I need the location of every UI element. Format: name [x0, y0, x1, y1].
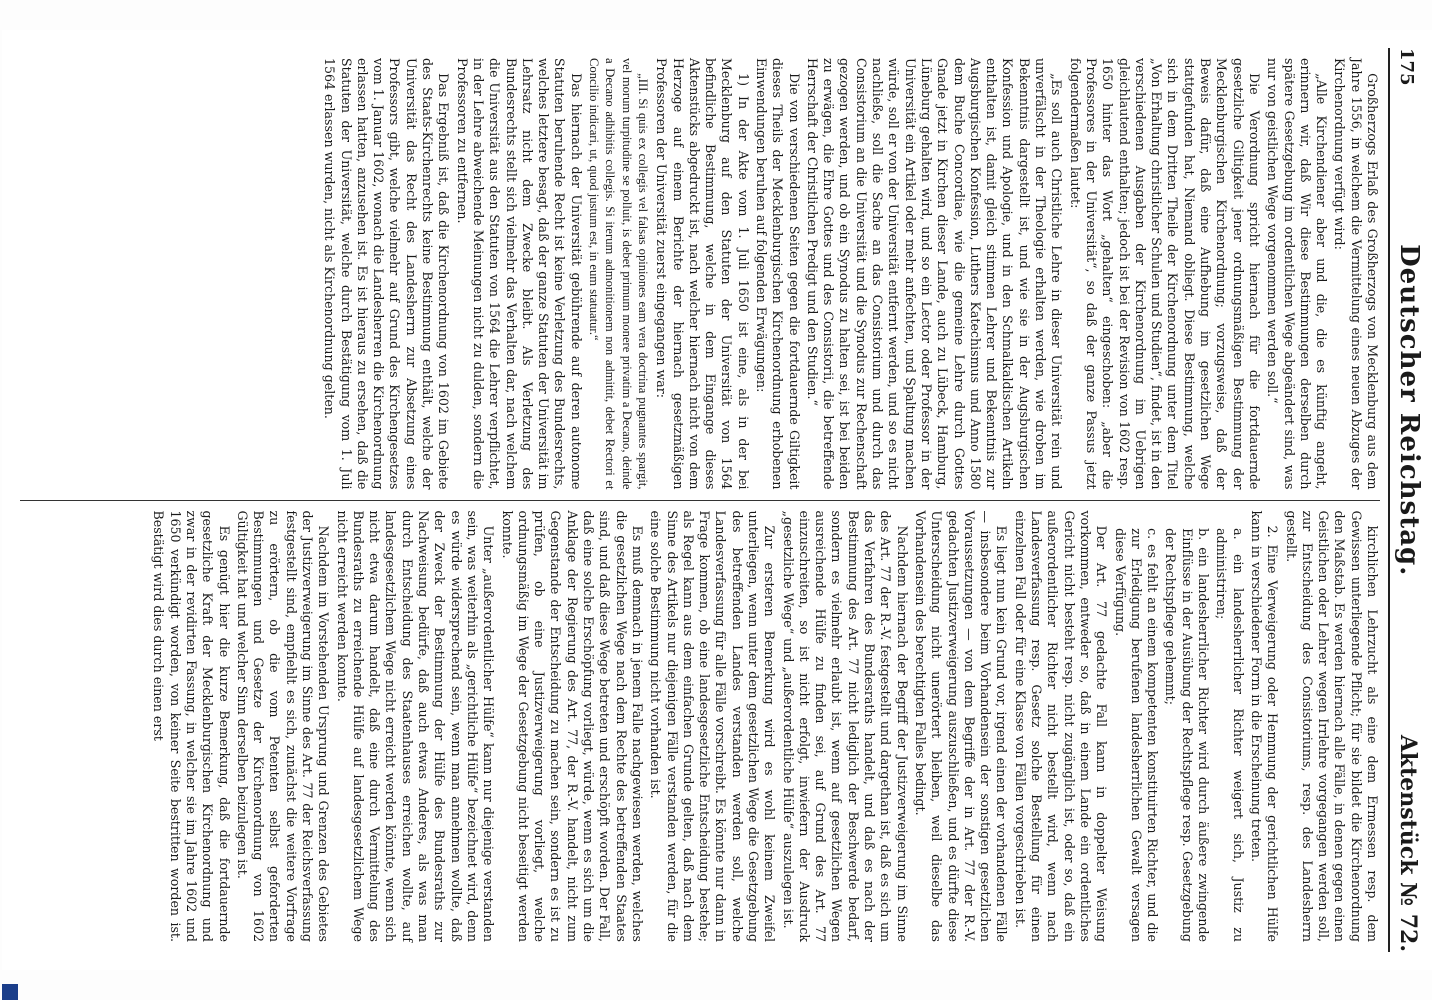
- paragraph: Die von verschiedenen Seiten gegen die fortdauernde Giltigkeit dieses Theils der Mecklenburgischen Kirchenordnung erhobenen Einwendungen beruhen auf folgenden Erwägungen:: [754, 58, 802, 490]
- paragraph: Großherzogs Erlaß des Großherzogs von Mecklenburg aus dem Jahre 1556, in welchem die Vermittelung eines neuen Abzuges der Kirchenordnung verfügt wird:: [1332, 58, 1380, 490]
- text-columns: [20, 48, 1380, 952]
- paragraph: Das Ergebniß ist, daß die Kirchenordnung von 1602 im Gebiete des Staats-Kirchenrechts keine Bestimmung enthält, welche der Universität das Recht des Landesherrn zur Absetzung eines Professors gibt, welche vielmehr auf Grund des Kirchengesetzes vom 1. Januar 1602, wonach die Landesherren die Kirchenordnung erlassen hatten, anzusehen ist. Es ist hieraus zu ersehen, daß die Statuten der Universität, welche durch Bestätigung vom 1. Juli 1564 erlassen wurden, nicht als Kirchenordnung gelten.: [322, 58, 452, 490]
- page-header: [1388, 48, 1424, 952]
- paragraph: b. ein landesherrlicher Richter wird durch äußere zwingende Einflüsse in der Ausübung der Rechtspflege resp. Gesetzgebung der Rechtspflege gehemmt;: [1163, 528, 1212, 942]
- paragraph: 2. Eine Verweigerung oder Hemmung der gerichtlichen Hülfe kann in verschiedener Form in die Erscheinung treten.: [1248, 510, 1281, 942]
- paragraph: kirchlichen Lehrzucht als eine dem Ermessen resp. dem Gewissen unterliegende Pflicht; für sie bildet die Kirchenordnung den Maßstab. Es werden hiernach alle Fälle, in denen gegen einen Geistlichen oder Lehrer wegen Irrlehre vorgegangen werden soll, zur Entscheidung des Consistoriums, resp. des Landesherrn gestellt.: [1283, 510, 1380, 942]
- paragraph: „Es soll auch Christliche Lehre in dieser Universität rein und unverfälscht in der Theologie erhalten werden, wie droben im Bekenntnis dargestellt ist, und wie sie in der Augsburgischen Konfession und Apologie, und in den Schmalkaldischen Artikeln enthalten ist, damit gleich stimmen Lehrer und Bekenntnis zur Augsburgischen Konfession, Luthers Katechismus und Anno 1580 dem Buche Concordiae, wie die gemeine Lehre durch Gottes Gnade jetzt in Kirchen dieser Lande, auch zu Lübeck, Hamburg, Lüneburg gehalten wird, und so ein Lector oder Professor in der Universität ein Artikel oder mehr anfechten, und Spaltung machen würde, soll er von der Universität entfernt werden, und so es nicht nachließe, soll die Sache an das Consistorium und durch das Consistorium an die Universität und die Synodus zur Rechenschaft gezogen werden, und ob ein Synodus zu halten sei, ist bei beiden zu erwägen, die Ehre Gottes und des Consistorii, die betreffende Herrschaft der Christlichen Predigt und den Studien.“: [804, 58, 1065, 490]
- text-column-right: [20, 500, 1380, 953]
- newspaper-page: [2, 30, 1432, 970]
- issue-label: Aktenstück № 72.: [1395, 734, 1421, 952]
- page-number: 175: [1396, 48, 1417, 86]
- page-title: Deutscher Reichstag.: [1394, 244, 1424, 577]
- paragraph: c. es fehlt an einem kompetenten konstituirten Richter, und die zur Erledigung berufenen landesherrlichen Gewalt versagen diese Verfügung.: [1112, 528, 1161, 942]
- paragraph: 1) In der Akte vom 1. Juli 1650 ist eine, als in der bei Mecklenburg auf den Statuten der Universität von 1564 befindliche Bestimmung, welche in dem Eingange dieses Aktenstücks abgedruckt ist, nach welcher hiernach nicht von dem Herzoge auf einem Berichte der hiernach gesetzmäßigen Professoren der Universität zuerst eingegangen war:: [654, 58, 751, 490]
- paragraph: Die Verordnung spricht hiernach für die fortdauernde gesetzliche Giltigkeit jener ordnungsmäßigen Bestimmung der Mecklenburgischen Kirchenordnung; vorzugsweise, daß der Beweis dafür, daß eine Aufhebung im gesetzlichen Wege stattgefunden hat, Niemand obliegt. Diese Bestimmung, welche sich in dem Dritten Theile der Kirchenordnung unter dem Titel „Von Erhaltung christlicher Schulen und Studien“, findet, ist in den verschiedenen Ausgaben der Kirchenordnung im Uebrigen gleichlautend enthalten; jedoch ist bei der Revision von 1602 resp. 1650 hinter das Wort „gehalten“ eingeschoben: „aber die Professores in der Universität“, so daß der ganze Passus jetzt folgendermaßen lautet:: [1067, 58, 1262, 490]
- paragraph: Zur ersteren Bemerkung wird es wohl keinem Zweifel unterliegen, wenn unter dem gesetzlichen Wege die Gesetzgebung des betreffenden Landes verstanden werden soll, welche Landesverfassung für alle Fälle vorschreibt. Es könnte nur dann in Frage kommen, ob eine landesgesetzliche Entscheidung bestehe; als Regel kann aus dem einfachen Grunde gelten, daß nach dem Sinne des Artikels nur diejenigen Fälle verstanden werden, für die eine solche Bestimmung nicht vorhanden ist.: [648, 510, 778, 942]
- paragraph: „Alle Kirchendiener aber und die, die es künftig angeht, erinnern wir, daß Wir diese Bestimmungen derselben durch spätere Gesetzgebung im ordentlichen Wege abgeändert sind, was nur von geistlichen Wege vorgenommen werden soll.“: [1265, 58, 1330, 490]
- paragraph: Nachdem hiernach der Begriff der Justizverweigerung im Sinne des Art. 77 der R.-V. festgestellt und dargethan ist, daß es sich um das Verfahren des Bundesraths handelt, und daß es nach der Bestimmung des Art. 77 nicht lediglich der Beschwerde bedarf, sondern es vielmehr erlaubt ist, wenn auf gesetzlichen Wegen ausreichende Hülfe zu finden sei, auf Grund des Art. 77 einzuschreiten, so ist nicht erfolgt, inwiefern der Ausdruck „gesetzliche Wege“ und „außerordentliche Hülfe“ auszulegen ist.: [780, 510, 910, 942]
- paragraph: Das hiernach der Universität gebührende auf deren autonome Statuten beruhende Recht ist keine Verletzung des Bundesrechts, welches letztere besagt, daß der ganze Statuten der Universität im Lehrsatz nicht dem Zwecke bleibt. Als Verletzung des Bundesrechts stellt sich vielmehr das Verhalten dar, nach welchem die Universität aus den Statuten von 1564 die Lehrer verpflichtet, in der Lehre abweichende Meinungen nicht zu dulden, sondern die Professoren zu entfernen.: [454, 58, 584, 490]
- paragraph: a. ein landesherrlicher Richter weigert sich, Justiz zu administriren;: [1214, 528, 1246, 942]
- paragraph: Es liegt nun kein Grund vor, irgend einen der vorhandenen Fälle — insbesondere beim Vorhandensein der sonstigen gesetzlichen Voraussetzungen — von dem Begriffe der in Art. 77 der R.-V. gedachten Justizverweigerung auszuschließen, und es dürfte diese Unterscheidung nicht unerörtert bleiben, weil dieselbe das Vorhandensein des berechtigten Falles bedingt.: [912, 510, 1010, 942]
- digitization-caption-text: [2, 984, 18, 1000]
- paragraph: Es genügt hier die kurze Bemerkung, daß die fortdauernde gesetzliche Kraft der Mecklenburgischen Kirchenordnung und zwar in der revidirten Fassung, in welcher sie im Jahre 1602 und 1650 verkündigt worden, von keiner Seite bestritten worden ist. Bestätigt wird dies durch einen erst: [151, 510, 232, 942]
- text-column-left: [20, 48, 1380, 500]
- paragraph: Der Art. 77 gedachte Fall kann in doppelter Weisung vorkommen, entweder so, daß in einem Lande ein ordentliches Gericht nicht besteht resp. nicht zugänglich ist, oder so, daß ein außerordentlicher Richter nicht bestellt wird, wenn nach Landesverfassung resp. Gesetz solche Bestellung für einen einzelnen Fall oder für eine Klasse von Fällen vorgeschrieben ist.: [1012, 510, 1110, 942]
- paragraph: Unter „außerordentlicher Hülfe“ kann nur diejenige verstanden sein, was weiterhin als „gerichtliche Hülfe“ bezeichnet wird, denn es würde widersprechend sein, wenn man annehmen wollte, daß der Zweck der Bestimmung der Hülfe des Bundesraths zur Nachweisung bedürfe, daß auch etwas Anderes, als was man durch Entscheidung des Staatenhauses erreichen wollte, auf landesgesetzlichem Wege nicht erreicht werden könnte, wenn sich nicht etwa darum handelt, daß eine durch Vermittelung des Bundesraths zu erreichende Hülfe auf landesgesetzlichem Wege nicht erreicht werden konnte.: [334, 510, 497, 942]
- paragraph: Es muß demnach in jenem Falle nachgewiesen werden, welches die gesetzlichen Wege nach dem Rechte des betreffenden Staates sind, und daß diese Wege betreten und erschöpft worden. Der Fall, daß eine solche Erschöpfung vorliegt, würde, wenn es sich um die Anklage der Regierung des Art. 77, der R.-V. handelt, nicht zum Gegenstande der Entscheidung zu machen sein, sondern es ist zu prüfen, ob eine Justizverweigerung vorliegt, welche ordnungsmäßig im Wege der Gesetzgebung nicht beseitigt werden konnte.: [499, 510, 645, 942]
- paragraph: „III. Si quis ex collegis vel falsas opiniones eam vera doctrina pugnantes spargit, vel morum turpitudine se polluit, is debet primum monere privatim a Decano, deinde a Decano adhibitis collegis. Si iterum admonitionem non admittit, debet Rectori et Concilio indicari, ut, quod justum est, in eum statuatur.“: [587, 58, 650, 490]
- paragraph: Nachdem im Vorstehenden Ursprung und Grenzen des Gebietes der Justizverweigerung im Sinne des Art. 77 der Reichsverfassung festgestellt sind, empfiehlt es sich, zunächst die weitere Vorfrage zu erörtern, ob die vom Petenten selbst geforderten Bestimmungen und Gesetze der Kirchenordnung von 1602 Gültigkeit hat und welcher Sinn derselben beizulegen ist.: [234, 510, 332, 942]
